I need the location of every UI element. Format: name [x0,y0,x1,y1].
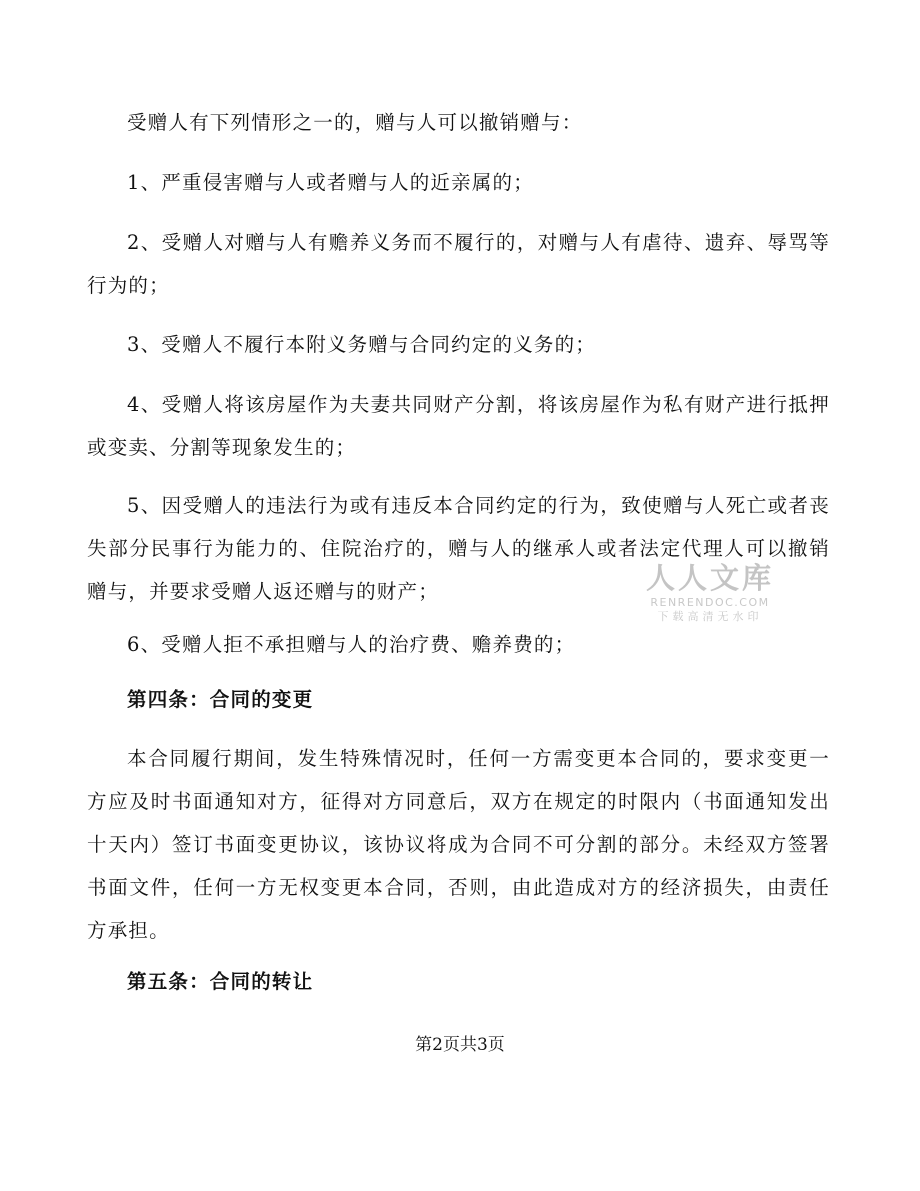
list-item-3: 3、受赠人不履行本附义务赠与合同约定的义务的； [127,333,597,356]
section-5-heading: 第五条：合同的转让 [127,970,314,993]
list-item-5: 5、因受赠人的违法行为或有违反本合同约定的行为，致使赠与人死亡或者丧失部分民事行为能力的、住院治疗的，赠与人的继承人或者法定代理人可以撤销赠与，并要求受赠人返还赠与的财产； [87,494,830,603]
paragraph-revocation-intro: 受赠人有下列情形之一的，赠与人可以撤销赠与： [127,111,583,134]
watermark-logo [645,560,775,624]
list-item-4: 4、受赠人将该房屋作为夫妻共同财产分割，将该房屋作为私有财产进行抵押或变卖、分割等现象发生的； [87,393,830,459]
watermark-site: RENRENDOC.COM [650,596,770,609]
section-4-heading: 第四条：合同的变更 [127,688,314,711]
page-number: 第2页共3页 [415,1035,505,1055]
section-4-body: 本合同履行期间，发生特殊情况时，任何一方需变更本合同的，要求变更一方应及时书面通知对方，征得对方同意后，双方在规定的时限内（书面通知发出十天内）签订书面变更协议，该协议将成为合同不可分割的部分。未经双方签署书面文件，任何一方无权变更本合同，否则，由此造成对方的经济损失，由责任方承担。 [87,747,830,942]
list-item-2: 2、受赠人对赠与人有赡养义务而不履行的，对赠与人有虐待、遗弃、辱骂等行为的； [87,231,830,297]
list-item-1: 1、严重侵害赠与人或者赠与人的近亲属的； [127,171,534,194]
watermark-title: 人人文库 [645,561,774,595]
list-item-6: 6、受赠人拒不承担赠与人的治疗费、赡养费的； [127,633,576,656]
watermark-tagline: 下载高清无水印 [657,610,763,623]
